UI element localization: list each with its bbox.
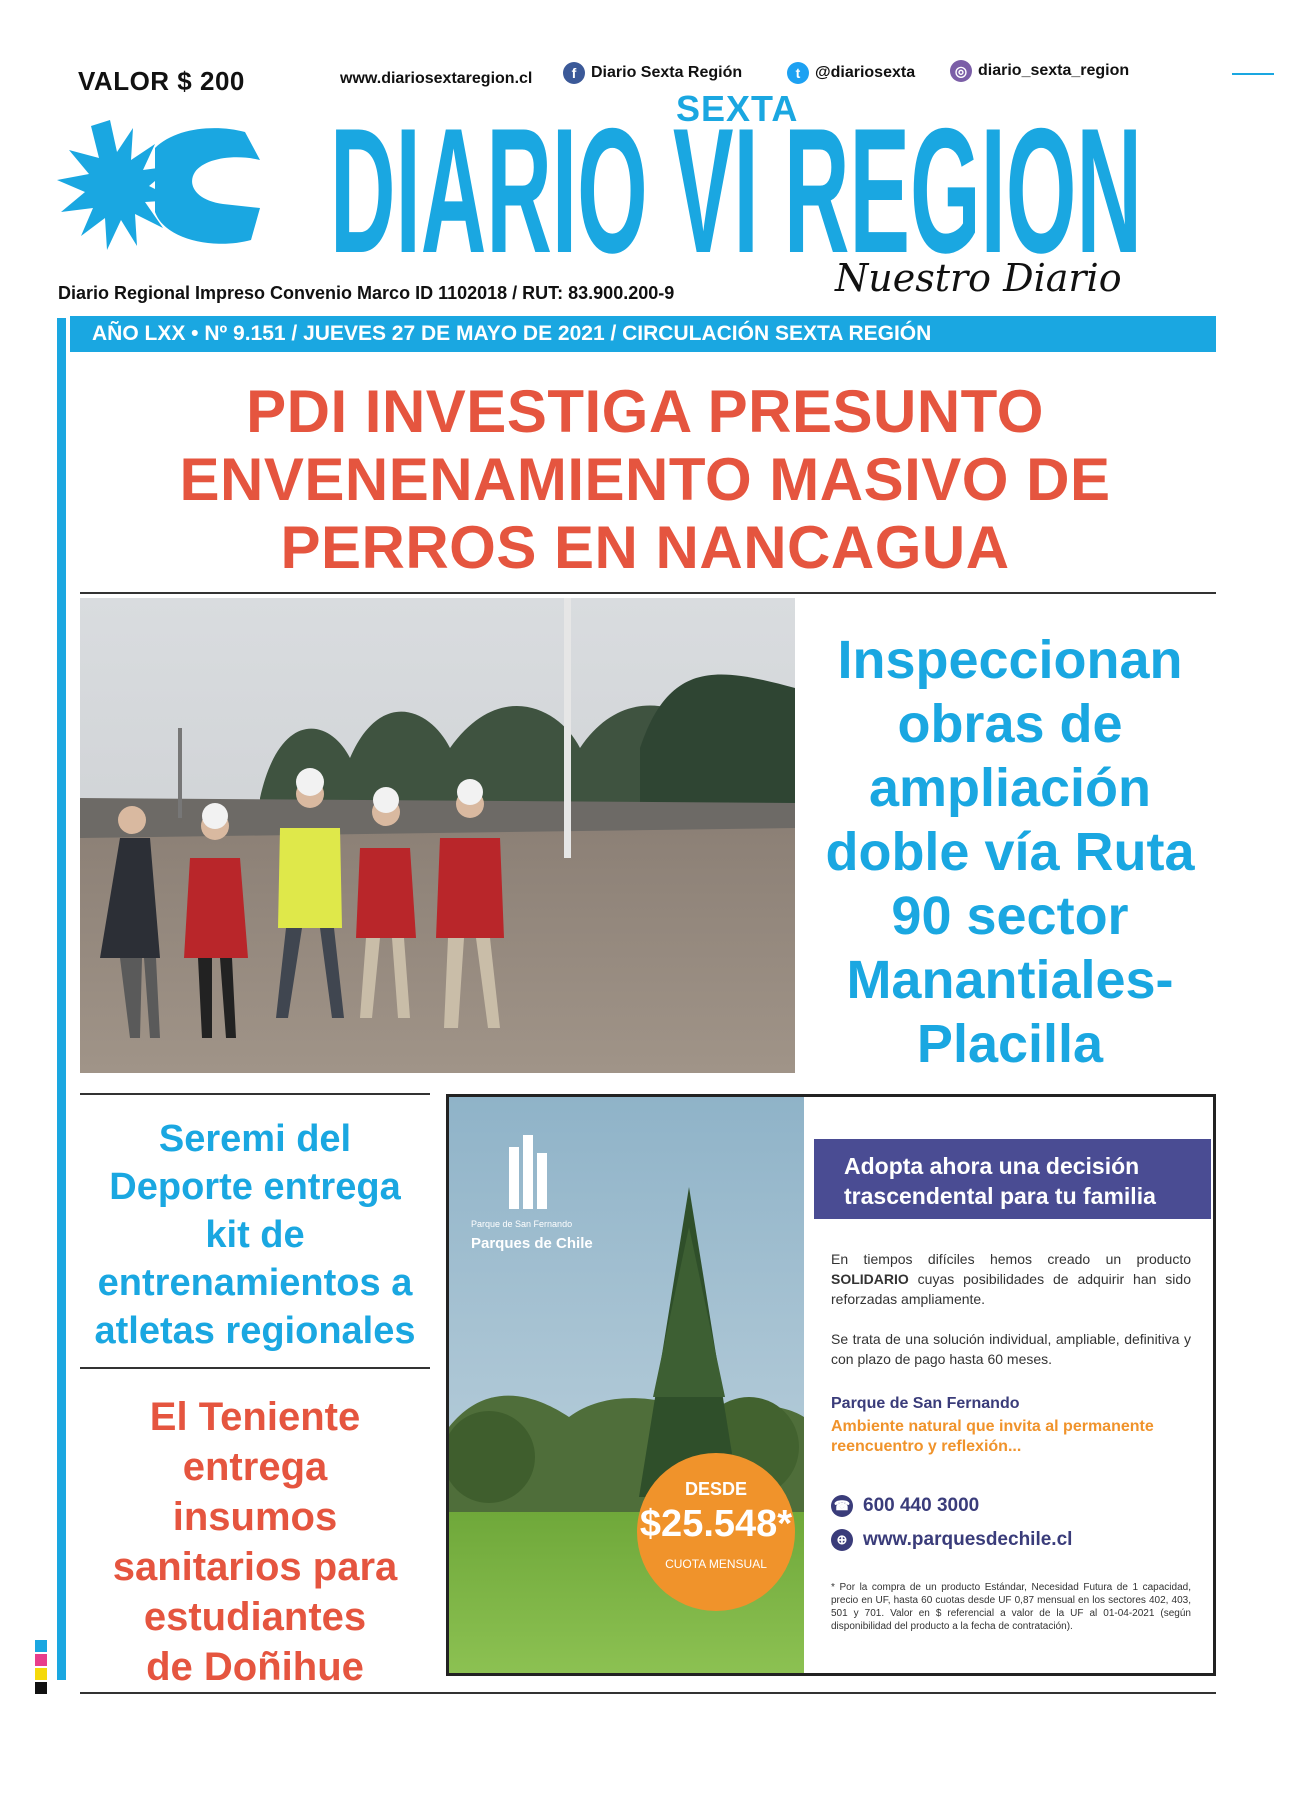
print-color-swatches (35, 1640, 47, 1696)
ad-desde: DESDE (684, 1479, 747, 1499)
story-line: doble vía Ruta (825, 822, 1195, 882)
story-line: sanitarios para (112, 1545, 398, 1589)
ad-text-bold: SOLIDARIO (831, 1271, 909, 1287)
top-right-accent (1232, 73, 1274, 75)
story-line: ampliación (868, 758, 1152, 818)
dateline-banner: AÑO LXX • Nº 9.151 / JUEVES 27 DE MAYO DE 2021 / CIRCULACIÓN SEXTA REGIÓN (70, 316, 1216, 352)
logo-starburst-icon (55, 100, 265, 270)
ad-website-url: www.parquesdechile.cl (863, 1529, 1073, 1550)
tagline: Nuestro Diario (835, 256, 1122, 300)
facebook-label: Diario Sexta Región (591, 64, 743, 81)
story-line: entrenamientos a (97, 1262, 413, 1304)
story-line: entrega (182, 1445, 328, 1489)
masthead-sexta: SEXTA (676, 88, 799, 129)
ad-brand: Parques de Chile (471, 1235, 593, 1252)
story-line: Manantiales- (846, 950, 1174, 1010)
story-line: kit de (205, 1214, 305, 1256)
story-line: insumos (172, 1495, 338, 1539)
twitter-link[interactable] (787, 62, 915, 84)
website-link[interactable]: www.diariosextaregion.cl (340, 70, 533, 87)
ad-banner-line: trascendental para tu familia (844, 1183, 1156, 1209)
ad-phone-number: 600 440 3000 (863, 1495, 980, 1516)
instagram-link[interactable] (950, 60, 1129, 82)
story-line: 90 sector (891, 886, 1129, 946)
instagram-label: diario_sexta_region (978, 62, 1130, 79)
story-line: de Doñihue (146, 1645, 364, 1689)
story-line: Placilla (916, 1014, 1104, 1074)
ad-banner (814, 1139, 1211, 1219)
ad-cuota: CUOTA MENSUAL (665, 1557, 767, 1571)
road-inspection-photo (80, 598, 795, 1073)
left-accent-bar (57, 318, 66, 1680)
story-line: atletas regionales (94, 1310, 416, 1352)
ad-text: En tiempos difíciles hemos creado un producto (831, 1251, 1191, 1267)
story-seremi-deporte[interactable] (72, 1115, 438, 1355)
globe-icon: ⊕ (831, 1529, 853, 1551)
ad-paragraph-2: Se trata de una solución individual, ampliable, definitiva y con plazo de pago hasta 60 meses. (831, 1331, 1191, 1367)
divider (80, 1093, 430, 1095)
headline-line: PDI INVESTIGA PRESUNTO (246, 378, 1044, 445)
ad-slogan: Ambiente natural que invita al permanente reencuentro y reflexión... (831, 1418, 1154, 1455)
story-line: Deporte entrega (109, 1166, 401, 1208)
story-line: obras de (897, 694, 1123, 754)
headline-line: ENVENENAMIENTO MASIVO DE (179, 446, 1111, 513)
price-label: VALOR $ 200 (78, 66, 245, 96)
masthead-title: DIARIO VI REGION (330, 92, 1142, 264)
story-line: Seremi del (158, 1118, 352, 1160)
ad-price: $25.548* (639, 1503, 793, 1545)
parques-de-chile-ad[interactable] (446, 1094, 1216, 1676)
instagram-icon: ◎ (950, 60, 972, 82)
bottom-divider (80, 1692, 1216, 1694)
ad-fine-print: * Por la compra de un producto Estándar, Necesidad Futura de 1 capacidad, precio en UF, hasta 60 cuotas desde UF 0,87 mensual en los sectores 402, 403, 501 y 701. Valor en $ referencial a valor de la UF al 01-04-2021 (según disponibilidad del producto a la fecha de contratación). (831, 1582, 1191, 1632)
phone-icon: ☎ (831, 1495, 853, 1517)
main-headline[interactable] (80, 378, 1210, 582)
story-el-teniente[interactable] (72, 1392, 438, 1692)
ad-brand-small: Parque de San Fernando (471, 1219, 573, 1229)
ad-banner-line: Adopta ahora una decisión (844, 1153, 1140, 1179)
headline-line: PERROS EN NANCAGUA (280, 514, 1010, 581)
story-line: Inspeccionan (837, 630, 1183, 690)
twitter-label: @diariosexta (815, 64, 916, 81)
story-ruta-90[interactable] (800, 628, 1220, 1076)
facebook-icon: f (563, 62, 585, 84)
twitter-icon: t (787, 62, 809, 84)
ad-park-name: Parque de San Fernando (831, 1395, 1020, 1412)
registration-info: Diario Regional Impreso Convenio Marco ID 1102018 / RUT: 83.900.200-9 (58, 283, 675, 303)
ad-price-badge (637, 1453, 795, 1611)
story-line: estudiantes (143, 1595, 367, 1639)
ad-website[interactable] (831, 1529, 1072, 1551)
ad-text: cuyas posibilidades de adquirir han sido reforzadas ampliamente. (831, 1271, 1191, 1307)
ad-phone[interactable] (831, 1495, 979, 1517)
facebook-link[interactable] (563, 62, 742, 84)
divider (80, 1367, 430, 1369)
story-line: El Teniente (149, 1395, 361, 1439)
divider (80, 592, 1216, 594)
ad-paragraph-1 (831, 1249, 1191, 1309)
